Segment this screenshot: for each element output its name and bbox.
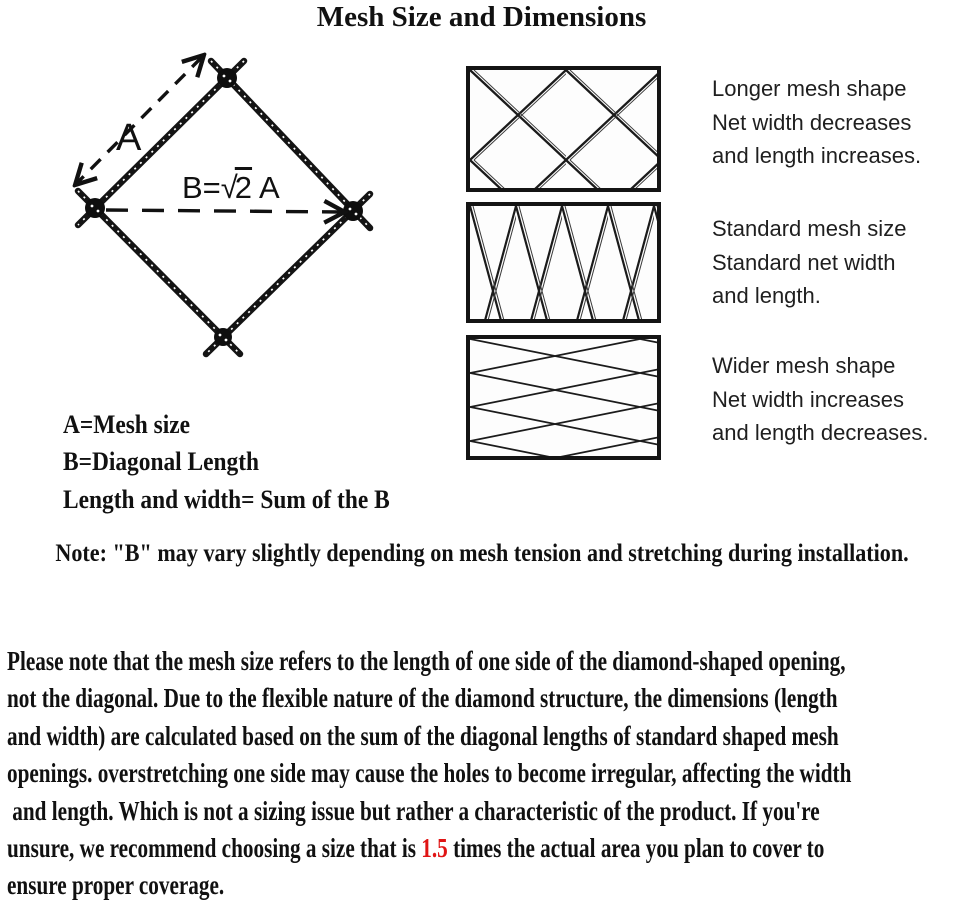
paragraph-line: and width) are calculated based on the sum of the diagonal lengths of standard shaped mesh [7, 720, 839, 751]
desc-longer-line2: Net width decreases [712, 109, 912, 135]
explanation-paragraph [7, 643, 963, 903]
mesh-sample-longer [466, 66, 661, 192]
legend-line-a: A=Mesh size [63, 410, 191, 439]
formula-prefix: B= [182, 170, 221, 205]
label-a: A [116, 117, 142, 159]
mesh-sample-wider [466, 335, 661, 460]
mesh-sample-standard [466, 202, 661, 323]
desc-standard-line2: Standard net width [712, 249, 896, 275]
diamond-edges [78, 61, 370, 354]
legend-line-b: B=Diagonal Length [63, 447, 260, 477]
dimension-line-b [106, 210, 342, 212]
mesh-pattern-standard-icon [470, 206, 657, 319]
desc-wider-line2: Net width increases [712, 386, 904, 412]
knot-highlights [91, 75, 358, 342]
desc-longer-line1: Longer mesh shape [712, 76, 907, 101]
formula-suffix: A [252, 170, 280, 205]
mesh-desc-wider [712, 349, 962, 450]
page-title: Mesh Size and Dimensions [316, 1, 647, 33]
desc-standard-line3: and length. [712, 283, 821, 308]
radical-sign: √ [220, 170, 238, 205]
mesh-desc-standard [712, 212, 962, 313]
diagram-legend [63, 406, 390, 518]
mesh-pattern-wider-icon [470, 339, 657, 456]
rope-texture [78, 61, 370, 354]
formula-b-sqrt2a [182, 170, 280, 206]
paragraph-line: ensure proper coverage. [7, 870, 225, 901]
paragraph-line: openings. overstretching one side may cause the holes to become irregular, affecting the width [7, 758, 852, 789]
diamond-mesh-diagram [30, 40, 430, 378]
mesh-desc-longer [712, 72, 962, 173]
paragraph-line: not the diagonal. Due to the flexible nature of the diamond structure, the dimensions (length [7, 683, 838, 714]
paragraph-line: Please note that the mesh size refers to the length of one side of the diamond-shaped opening, [7, 646, 846, 676]
desc-wider-line3: and length decreases. [712, 420, 929, 445]
diamond-mesh-drawing [30, 40, 430, 378]
mesh-pattern-longer-icon [470, 70, 657, 188]
mesh-knots [85, 68, 363, 346]
desc-standard-line1: Standard mesh size [712, 216, 907, 241]
radicand: 2 [234, 170, 253, 205]
desc-wider-line1: Wider mesh shape [712, 353, 896, 378]
legend-line-sum: Length and width= Sum of the B [63, 484, 390, 514]
highlight-ratio: 1.5 [421, 833, 448, 864]
paragraph-line: unsure, we recommend choosing a size that is 1.5 times the actual area you plan to cover to [7, 833, 825, 864]
desc-longer-line3: and length increases. [712, 143, 922, 168]
paragraph-line: and length. Which is not a sizing issue but rather a characteristic of the product. If you're [7, 795, 820, 826]
note-line: Note: "B" may vary slightly depending on mesh tension and stretching during installation. [55, 540, 909, 567]
